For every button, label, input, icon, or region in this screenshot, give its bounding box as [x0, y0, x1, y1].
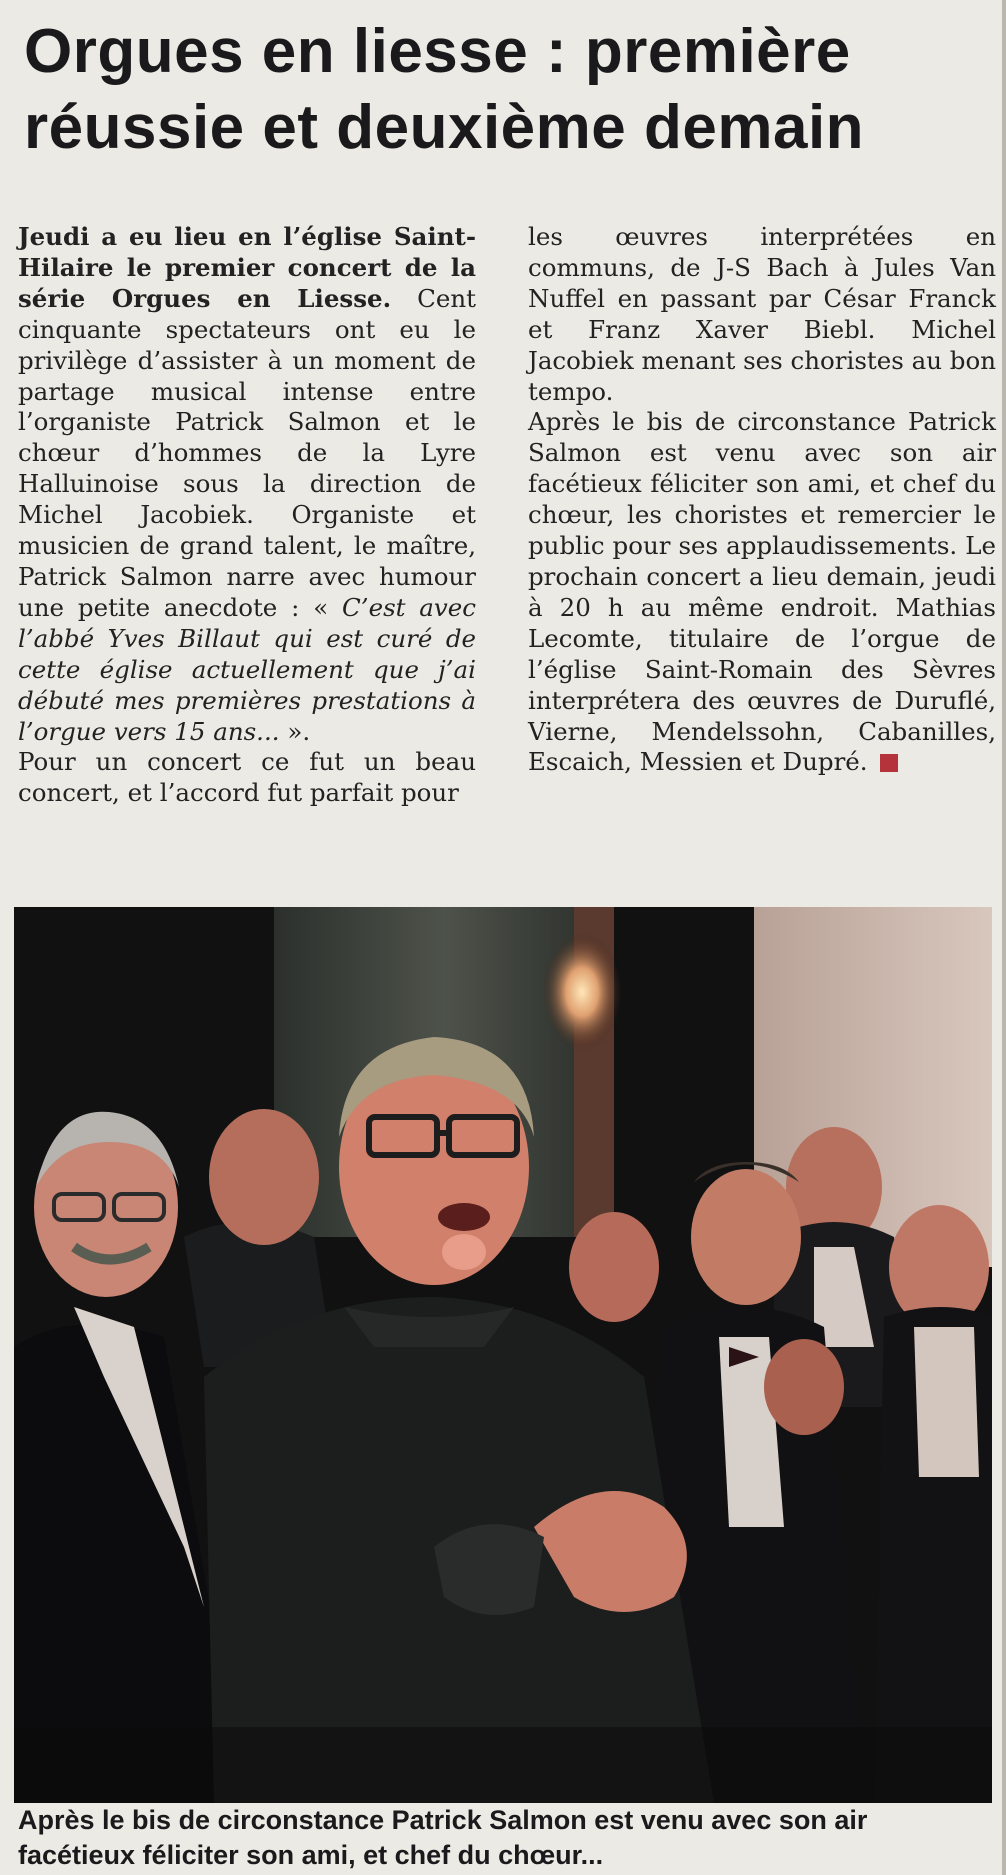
article-quote-close: ».	[279, 716, 311, 746]
headline-line-1: Orgues en liesse : première	[24, 17, 851, 86]
caption-line-1: Après le bis de circonstance Patrick Salmon est venu avec son air	[18, 1805, 868, 1835]
article-paragraph-2-start: Pour un concert ce fut un beau concert, et l’accord fut parfait pour	[18, 747, 476, 808]
article-paragraph-3	[528, 407, 996, 778]
article-paragraph-2-end: les œuvres interprétées en communs, de J-S Bach à Jules Van Nuffel en passant par César Franck et Franz Xaver Biebl. Michel Jacobiek menant ses choristes au bon tempo.	[528, 222, 996, 406]
article-lead: Jeudi a eu lieu en l’église Saint-Hilaire le premier concert de la série Orgues en Liesse.	[18, 222, 476, 313]
headline-line-2: réussie et deuxième demain	[24, 93, 865, 162]
photo-caption	[18, 1803, 998, 1873]
caption-line-2: facétieux féliciter son ami, et chef du chœur...	[18, 1840, 604, 1870]
headline	[24, 14, 984, 166]
article-paragraph-1	[18, 222, 476, 747]
article-closing-text: Après le bis de circonstance Patrick Salmon est venu avec son air facétieux féliciter son ami, et chef du chœur, les choristes et remercier le public pour ses applaudissements. Le prochain concert a lieu demain, jeudi à 20 h au même endroit. Mathias Lecomte, titulaire de l’orgue de l’église Saint-Romain des Sèvres interprétera des œuvres de Duruflé, Vierne, Mendelssohn, Cabanilles, Escaich, Messien et Dupré.	[528, 407, 996, 777]
article-column-left	[18, 222, 476, 809]
photo-illustration	[14, 907, 992, 1803]
article-photo	[14, 907, 992, 1803]
wall-lamp	[542, 932, 622, 1052]
article-column-right	[528, 222, 996, 778]
end-of-article-mark	[880, 754, 898, 772]
article-quote: C’est avec l’abbé Yves Billaut qui est curé de cette église actuellement que j’ai débuté mes premières prestations à l’orgue vers 15 ans...	[18, 592, 476, 746]
article-body-text: Cent cinquante spectateurs ont eu le privilège d’assister à un moment de partage musical intense entre l’organiste Patrick Salmon et le chœur d’hommes de la Lyre Halluinoise sous la direction de Michel Jacobiek. Organiste et musicien de grand talent, le maître, Patrick Salmon narre avec humour une petite anecdote : «	[18, 283, 476, 622]
